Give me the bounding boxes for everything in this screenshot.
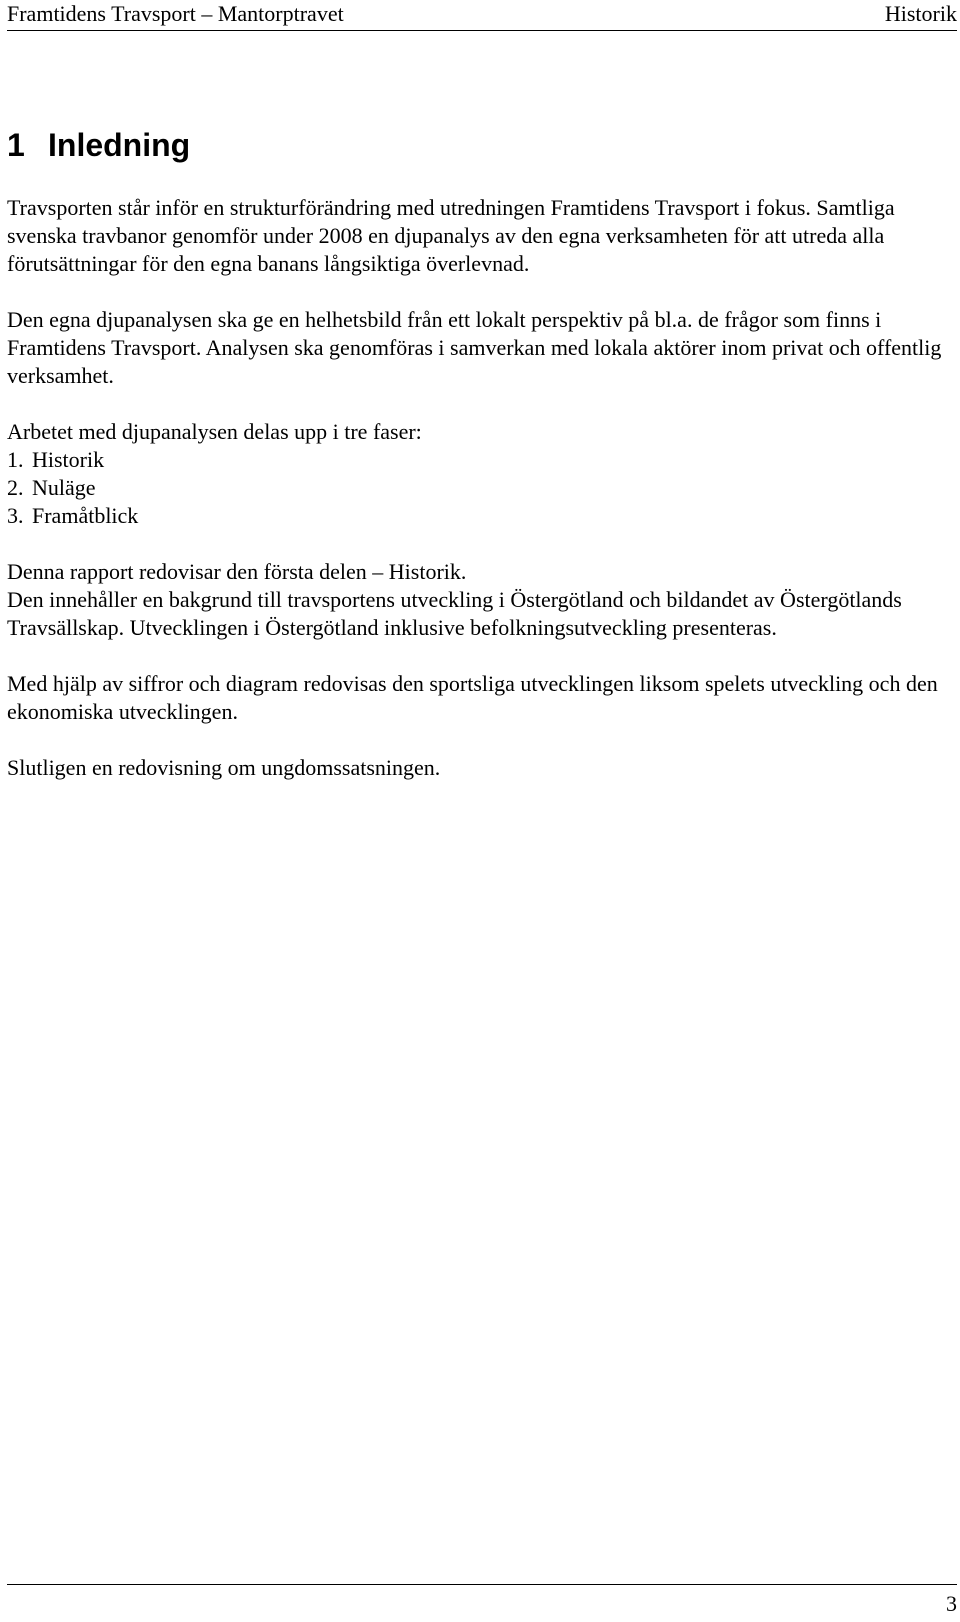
list-item [7,446,952,474]
list-item-label: Historik [32,447,105,472]
page-number: 3 [946,1591,957,1616]
paragraph-sport-development: Med hjälp av siffror och diagram redovisas den sportsliga utvecklingen liksom spelets utveckling och den ekonomiska utvecklingen. [7,671,938,724]
page-footer [7,1584,957,1617]
chapter-number: 1 [7,127,25,163]
list-item-label: Framåtblick [32,503,139,528]
list-item [7,502,952,530]
paragraph-phases-intro: Arbetet med djupanalysen delas upp i tre faser: [7,419,422,444]
list-item-number: 2. [7,475,24,500]
chapter-heading [7,128,952,162]
page-body [7,128,952,782]
paragraph-report-scope: Denna rapport redovisar den första delen – Historik. [7,559,467,584]
paragraph-report-contents: Den innehåller en bakgrund till travsportens utveckling i Östergötland och bildandet av Östergötlands Travsällskap. Utvecklingen i Östergötland inklusive befolkningsutveckling presenteras. [7,587,902,640]
page-header [7,0,957,31]
paragraph-intro: Travsporten står inför en strukturförändring med utredningen Framtidens Travsport i fokus. Samtliga svenska travbanor genomför under 2008 en djupanalys av den egna verksamheten för att utreda alla förutsättningar för den egna banans långsiktiga överlevnad. [7,195,895,276]
list-item-number: 1. [7,447,24,472]
paragraph-analysis: Den egna djupanalysen ska ge en helhetsbild från ett lokalt perspektiv på bl.a. de frågor som finns i Framtidens Travsport. Analysen ska genomföras i samverkan med lokala aktörer inom privat och offentlig verksamhet. [7,307,942,388]
header-document-title: Framtidens Travsport – Mantorptravet [7,1,344,26]
list-item [7,474,952,502]
list-item-number: 3. [7,503,24,528]
list-item-label: Nuläge [32,475,96,500]
header-section-title: Historik [884,1,957,26]
phases-list [7,446,952,530]
paragraph-youth: Slutligen en redovisning om ungdomssatsningen. [7,755,441,780]
chapter-title: Inledning [48,127,191,163]
